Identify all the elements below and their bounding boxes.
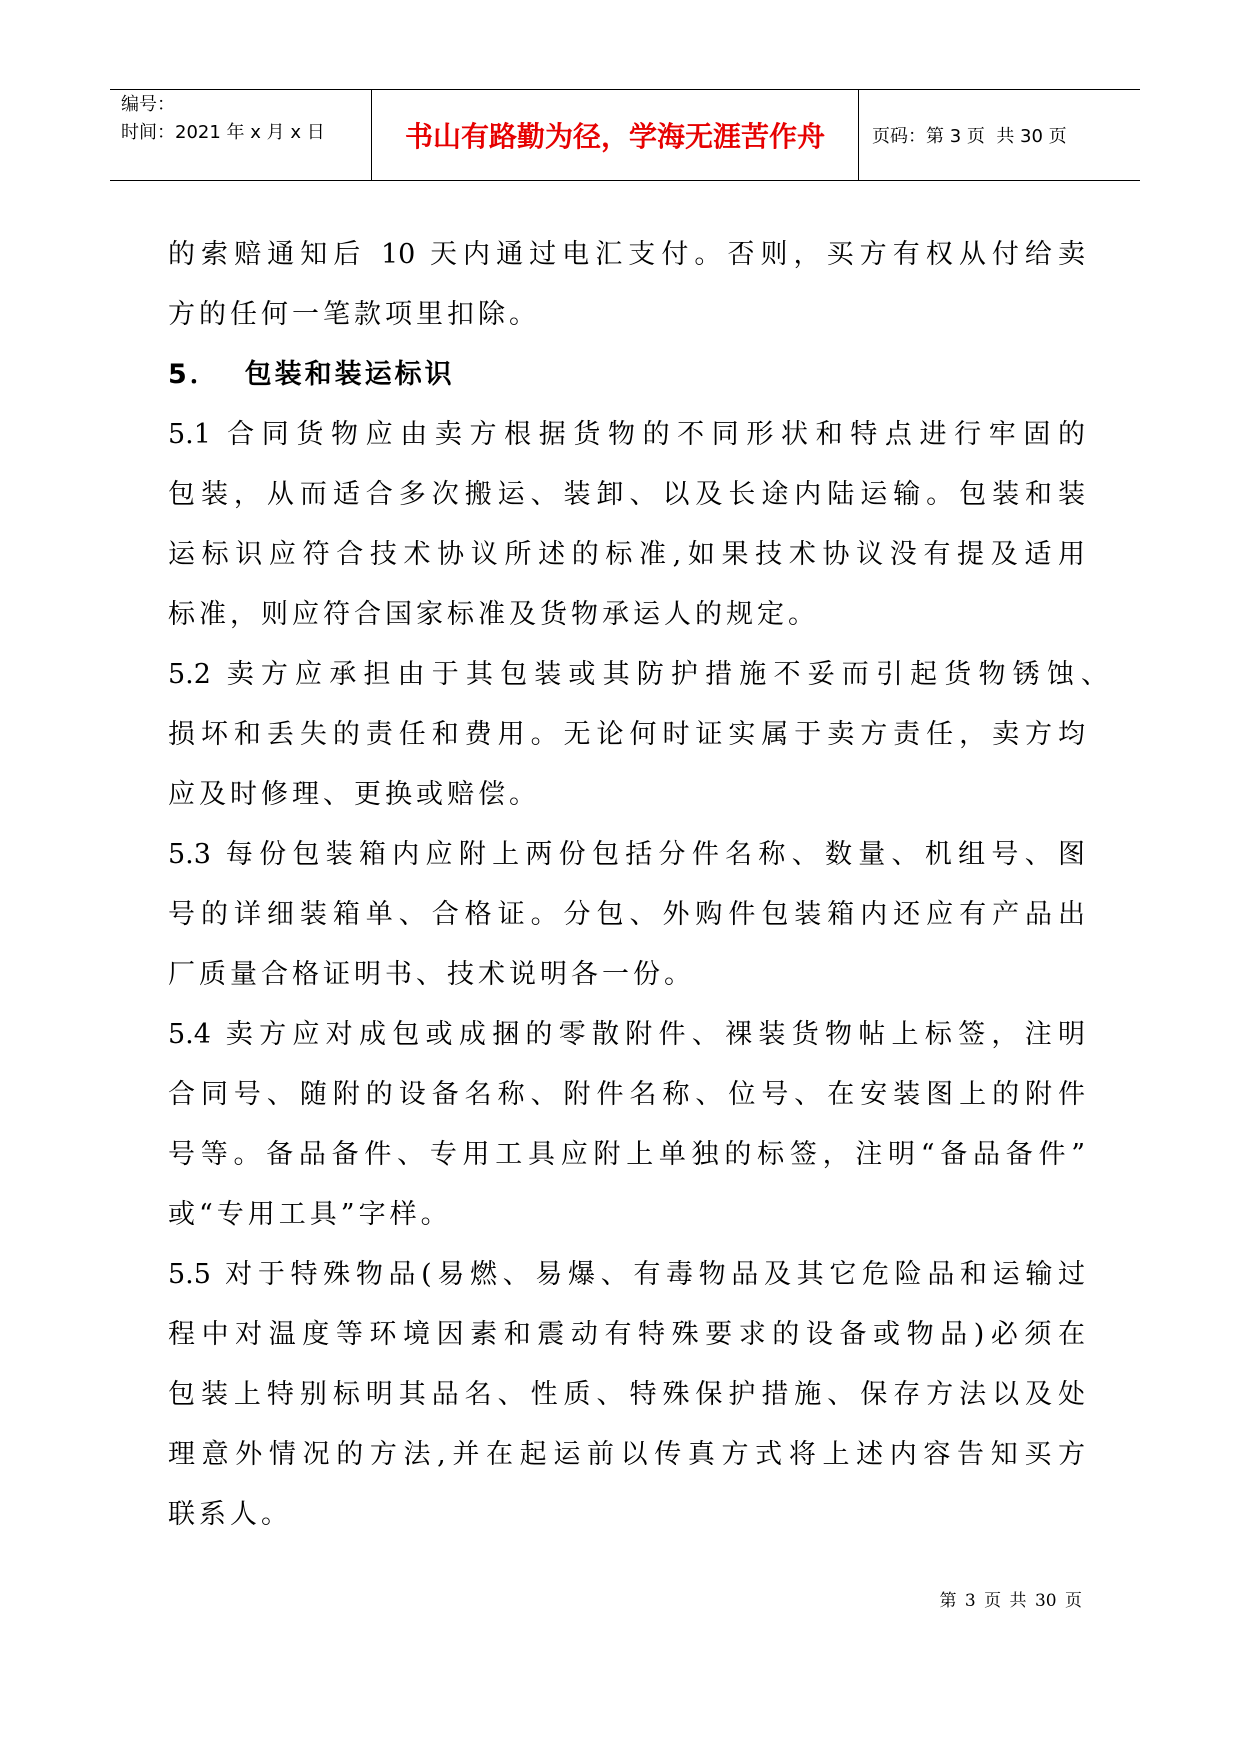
section-heading <box>168 345 1085 405</box>
body-text-line: 厂质量合格证明书、技术说明各一份。 <box>168 959 695 990</box>
body-text-line: 号的详细装箱单、合格证。分包、外购件包装箱内还应有产品出 <box>168 899 1085 930</box>
body-text-line: 应及时修理、更换或赔偿。 <box>168 779 540 810</box>
header-page-info: 页码：第 3 页 共 30 页 <box>872 126 1067 147</box>
paragraph <box>168 405 1085 645</box>
body-text-line: 损坏和丢失的责任和费用。无论何时证实属于卖方责任，卖方均 <box>168 719 1085 750</box>
body-text-line: 理意外情况的方法,并在起运前以传真方式将上述内容告知买方 <box>168 1439 1085 1470</box>
body-text-line: 包装上特别标明其品名、性质、特殊保护措施、保存方法以及处 <box>168 1379 1085 1410</box>
body-text-line: 程中对温度等环境因素和震动有特殊要求的设备或物品)必须在 <box>168 1319 1085 1350</box>
document-body <box>168 225 1108 1545</box>
footer-page-number: 第 3 页 共 30 页 <box>939 1591 1082 1611</box>
body-text-line: 联系人。 <box>168 1499 292 1530</box>
body-text-line: 方的任何一笔款项里扣除。 <box>168 299 540 330</box>
paragraph <box>168 1245 1085 1545</box>
paragraph <box>168 225 1085 345</box>
header-motto: 书山有路勤为径，学海无涯苦作舟 <box>372 90 859 180</box>
body-text-line: 的索赔通知后 10 天内通过电汇支付。否则，买方有权从付给卖 <box>168 239 1085 270</box>
body-text-line: 5.3 每份包装箱内应附上两份包括分件名称、数量、机组号、图 <box>168 839 1085 870</box>
body-text-line: 5.5 对于特殊物品(易燃、易爆、有毒物品及其它危险品和运输过 <box>168 1259 1085 1290</box>
body-text-line: 5.2 卖方应承担由于其包装或其防护措施不妥而引起货物锈蚀、 <box>168 659 1108 690</box>
body-text-line: 或“专用工具”字样。 <box>168 1199 452 1230</box>
body-text-line: 运标识应符合技术协议所述的标准,如果技术协议没有提及适用 <box>168 539 1085 570</box>
paragraph <box>168 645 1108 825</box>
header-meta-cell <box>110 90 372 180</box>
body-text-line: 5.4 卖方应对成包或成捆的零散附件、裸装货物帖上标签，注明 <box>168 1019 1085 1050</box>
body-text-line: 标准，则应符合国家标准及货物承运人的规定。 <box>168 599 819 630</box>
body-text-line: 合同号、随附的设备名称、附件名称、位号、在安装图上的附件 <box>168 1079 1085 1110</box>
header-number-label: 编号： <box>121 94 175 115</box>
paragraph <box>168 1005 1085 1245</box>
page-header <box>110 89 1140 181</box>
header-date: 时间：2021 年 x 月 x 日 <box>121 122 325 143</box>
paragraph <box>168 825 1085 1005</box>
body-text-line: 5.1 合同货物应由卖方根据货物的不同形状和特点进行牢固的 <box>168 419 1085 450</box>
body-text-line: 号等。备品备件、专用工具应附上单独的标签，注明“备品备件” <box>168 1139 1085 1170</box>
body-text-line: 包装，从而适合多次搬运、装卸、以及长途内陆运输。包装和装 <box>168 479 1085 510</box>
section-heading-text: 5． 包装和装运标识 <box>168 359 455 390</box>
